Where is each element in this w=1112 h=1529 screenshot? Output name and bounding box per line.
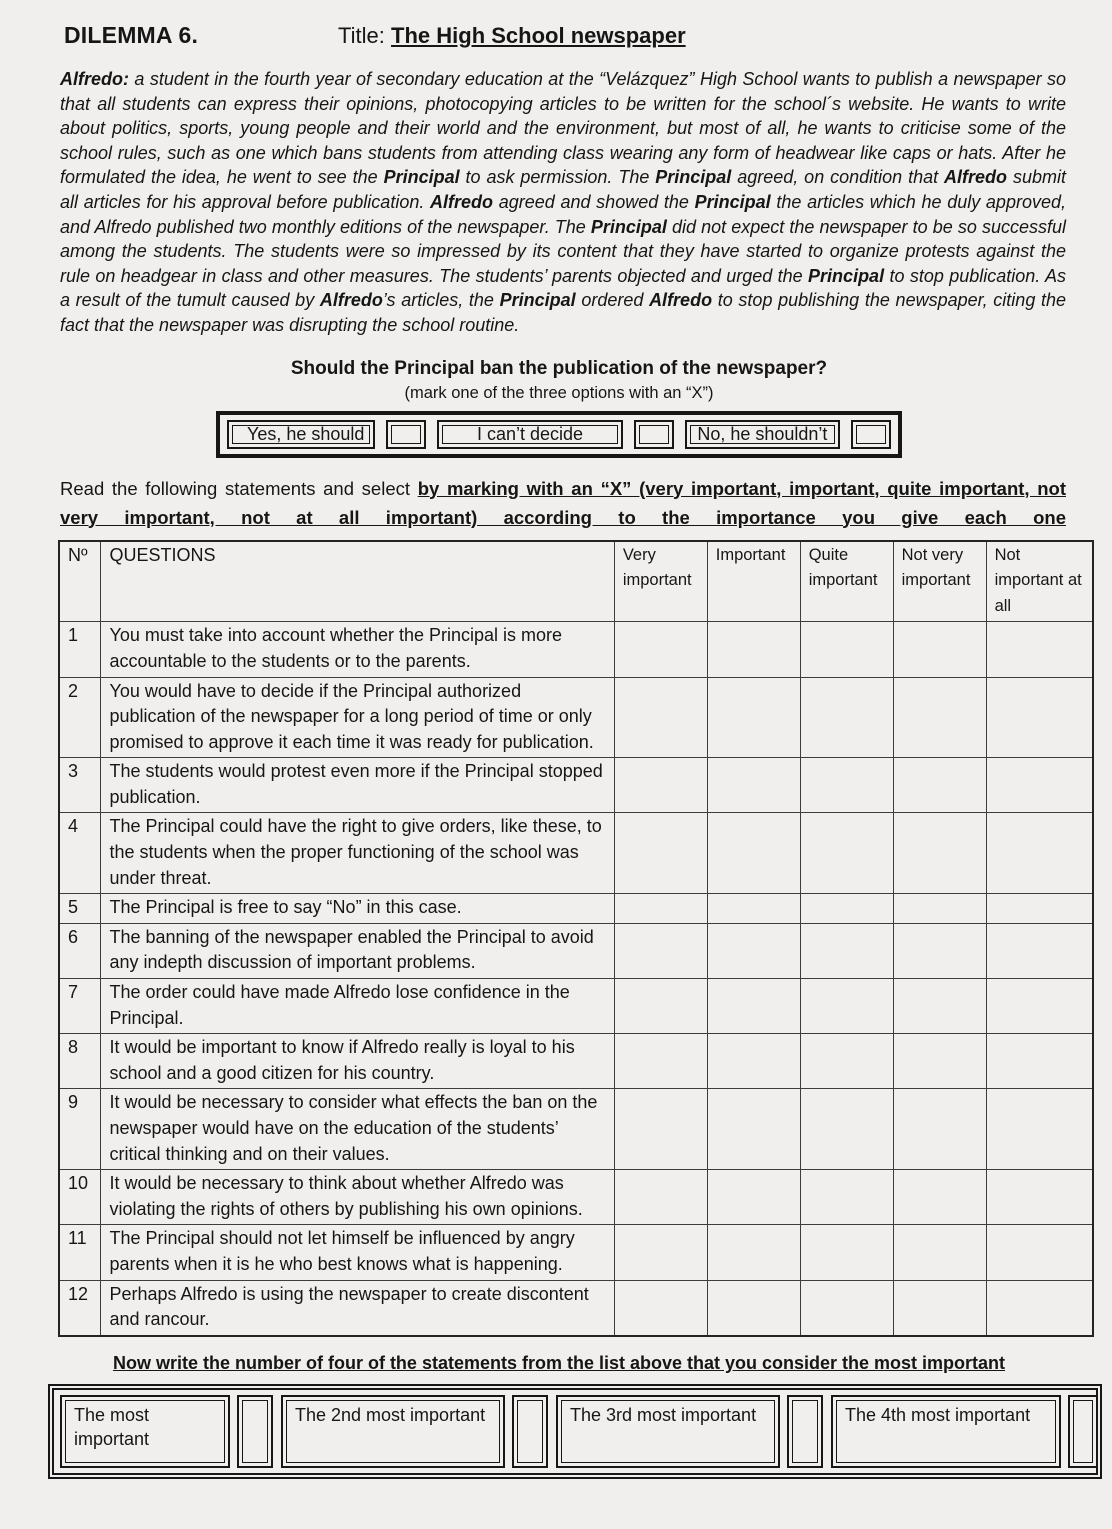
rating-cell-12-very-important[interactable]: [614, 1280, 707, 1336]
rating-cell-5-very-important[interactable]: [614, 894, 707, 924]
table-row-8: [59, 1034, 1093, 1089]
rating-cell-12-important[interactable]: [707, 1280, 800, 1336]
dilemma-label: DILEMMA 6.: [64, 22, 199, 48]
question-text: The Principal should not let himself be influenced by angry parents when it is he who best knows what is happening.: [101, 1225, 614, 1280]
rating-cell-9-very-important[interactable]: [614, 1089, 707, 1170]
question-text: Perhaps Alfredo is using the newspaper to create discontent and rancour.: [101, 1280, 614, 1336]
column-header-important: Important: [707, 541, 800, 622]
rating-cell-9-not-very-important[interactable]: [893, 1089, 986, 1170]
ranking-slot-1: [60, 1395, 273, 1468]
option-label-text: I can’t decide: [477, 423, 584, 444]
rating-cell-11-very-important[interactable]: [614, 1225, 707, 1280]
option-label-yes: [227, 420, 375, 449]
rating-cell-3-important[interactable]: [707, 758, 800, 813]
rating-cell-1-important[interactable]: [707, 622, 800, 677]
question-number: 7: [59, 979, 101, 1034]
rating-cell-2-quite-important[interactable]: [800, 677, 893, 758]
rating-cell-8-important[interactable]: [707, 1034, 800, 1089]
rating-cell-12-not-very-important[interactable]: [893, 1280, 986, 1336]
question-text: It would be necessary to think about whether Alfredo was violating the rights of others by publishing his own opinions.: [101, 1170, 614, 1225]
table-row-10: [59, 1170, 1093, 1225]
question-text: The Principal could have the right to give orders, like these, to the students when the proper functioning of the school was under threat.: [101, 813, 614, 894]
option-label-cant-decide: [437, 420, 624, 449]
rating-cell-7-not-very-important[interactable]: [893, 979, 986, 1034]
table-row-1: [59, 622, 1093, 677]
rating-cell-6-quite-important[interactable]: [800, 923, 893, 978]
rating-cell-5-important[interactable]: [707, 894, 800, 924]
ranking-slot-3: [556, 1395, 823, 1468]
rating-cell-5-not-very-important[interactable]: [893, 894, 986, 924]
question-text: The banning of the newspaper enabled the Principal to avoid any indepth discussion of important problems.: [101, 923, 614, 978]
rating-cell-3-quite-important[interactable]: [800, 758, 893, 813]
ranking-slot-2: [281, 1395, 548, 1468]
rating-cell-4-not-very-important[interactable]: [893, 813, 986, 894]
rating-cell-10-important[interactable]: [707, 1170, 800, 1225]
question-number: 5: [59, 894, 101, 924]
ranking-slot-4-input[interactable]: [1068, 1395, 1098, 1468]
rating-cell-11-not-very-important[interactable]: [893, 1225, 986, 1280]
question-text: You must take into account whether the Principal is more accountable to the students or to the parents.: [101, 622, 614, 677]
rating-cell-8-not-very-important[interactable]: [893, 1034, 986, 1089]
ranking-slot-2-label: The 2nd most important: [281, 1395, 505, 1468]
rating-cell-2-very-important[interactable]: [614, 677, 707, 758]
decision-question: Should the Principal ban the publication of the newspaper?: [290, 357, 828, 379]
rating-cell-9-quite-important[interactable]: [800, 1089, 893, 1170]
ranking-bar: [48, 1384, 1102, 1479]
ranking-slot-4: [831, 1395, 1098, 1468]
rating-cell-11-not-important-at-all[interactable]: [986, 1225, 1093, 1280]
rating-cell-1-not-very-important[interactable]: [893, 622, 986, 677]
table-row-9: [59, 1089, 1093, 1170]
column-header-very-important: Very important: [614, 541, 707, 622]
page-header: [64, 22, 1062, 49]
ranking-slot-3-input[interactable]: [787, 1395, 823, 1468]
ratings-table: [58, 540, 1094, 1337]
column-header-questions: QUESTIONS: [101, 541, 614, 622]
page-title: Title: The High School newspaper: [338, 23, 686, 48]
question-number: 12: [59, 1280, 101, 1336]
rating-cell-6-important[interactable]: [707, 923, 800, 978]
rating-cell-3-very-important[interactable]: [614, 758, 707, 813]
table-row-3: [59, 758, 1093, 813]
table-row-6: [59, 923, 1093, 978]
rating-cell-3-not-important-at-all[interactable]: [986, 758, 1093, 813]
question-text: It would be important to know if Alfredo really is loyal to his school and a good citizen for his country.: [101, 1034, 614, 1089]
rating-cell-8-quite-important[interactable]: [800, 1034, 893, 1089]
rating-cell-8-very-important[interactable]: [614, 1034, 707, 1089]
rating-cell-12-not-important-at-all[interactable]: [986, 1280, 1093, 1336]
rating-cell-1-not-important-at-all[interactable]: [986, 622, 1093, 677]
rating-cell-6-not-important-at-all[interactable]: [986, 923, 1093, 978]
ranking-slot-1-label: The most important: [60, 1395, 230, 1468]
question-number: 11: [59, 1225, 101, 1280]
question-number: 6: [59, 923, 101, 978]
ranking-slot-2-input[interactable]: [512, 1395, 548, 1468]
column-header-not-very-important: Not very important: [893, 541, 986, 622]
rating-cell-4-not-important-at-all[interactable]: [986, 813, 1093, 894]
rating-cell-10-not-very-important[interactable]: [893, 1170, 986, 1225]
option-label-no: [685, 420, 840, 449]
rating-instruction: Read the following statements and select by marking with an “X” (very important, important, quite important, not very important, not at all important) according to the importance you give each one: [60, 477, 1066, 528]
table-header-row: [59, 541, 1093, 622]
rating-cell-10-quite-important[interactable]: [800, 1170, 893, 1225]
rating-cell-8-not-important-at-all[interactable]: [986, 1034, 1093, 1089]
rating-cell-6-not-very-important[interactable]: [893, 923, 986, 978]
table-row-4: [59, 813, 1093, 894]
table-row-5: [59, 894, 1093, 924]
question-text: It would be necessary to consider what effects the ban on the newspaper would have on the education of the students’ critical thinking and on their values.: [101, 1089, 614, 1170]
question-number: 8: [59, 1034, 101, 1089]
ranking-slot-1-input[interactable]: [237, 1395, 273, 1468]
column-header-number: Nº: [59, 541, 101, 622]
rating-cell-2-not-very-important[interactable]: [893, 677, 986, 758]
scenario-paragraph: Alfredo: a student in the fourth year of secondary education at the “Velázquez” High School wants to publish a newspaper so that all students can express their opinions, photocopying articles to be written for the school´s website. He wants to write about politics, sports, young people and their world and the environment, but most of all, he wants to criticise some of the school rules, such as one which bans students from attending class wearing any form of headwear like caps or hats. After he formulated the idea, he went to see the Principal to ask permission. The Principal agreed, on condition that Alfredo submit all articles for his approval before publication. Alfredo agreed and showed the Principal the articles which he duly approved, and Alfredo published two monthly editions of the newspaper. The Principal did not expect the newspaper to be so successful among the students. The students were so impressed by its content that they have started to organize protests against the rule on headgear in class and other measures. The students’ parents objected and urged the Principal to stop publication. As a result of the tumult caused by Alfredo’s articles, the Principal ordered Alfredo to stop publishing the newspaper, citing the fact that the newspaper was disrupting the school routine.: [60, 69, 1067, 335]
rating-cell-4-very-important[interactable]: [614, 813, 707, 894]
column-header-not-important-at-all: Not important at all: [986, 541, 1093, 622]
rating-cell-1-quite-important[interactable]: [800, 622, 893, 677]
question-text: You would have to decide if the Principal authorized publication of the newspaper for a long period of time or only promised to approve it each time it was ready for publication.: [101, 677, 614, 758]
rating-cell-5-quite-important[interactable]: [800, 894, 893, 924]
rating-cell-12-quite-important[interactable]: [800, 1280, 893, 1336]
ranking-slot-3-label: The 3rd most important: [556, 1395, 780, 1468]
rating-cell-9-important[interactable]: [707, 1089, 800, 1170]
table-row-11: [59, 1225, 1093, 1280]
column-header-quite-important: Quite important: [800, 541, 893, 622]
option-label-text: Yes, he should: [247, 423, 365, 444]
ranking-slot-4-label: The 4th most important: [831, 1395, 1061, 1468]
ranking-instruction: Now write the number of four of the statements from the list above that you consider the most important: [112, 1352, 1006, 1373]
question-number: 9: [59, 1089, 101, 1170]
rating-cell-10-very-important[interactable]: [614, 1170, 707, 1225]
question-text: The order could have made Alfredo lose confidence in the Principal.: [101, 979, 614, 1034]
rating-cell-7-quite-important[interactable]: [800, 979, 893, 1034]
question-number: 10: [59, 1170, 101, 1225]
question-text: The Principal is free to say “No” in this case.: [101, 894, 614, 924]
rating-cell-6-very-important[interactable]: [614, 923, 707, 978]
rating-cell-3-not-very-important[interactable]: [893, 758, 986, 813]
rating-cell-1-very-important[interactable]: [614, 622, 707, 677]
rating-cell-11-important[interactable]: [707, 1225, 800, 1280]
question-text: The students would protest even more if the Principal stopped publication.: [101, 758, 614, 813]
table-row-7: [59, 979, 1093, 1034]
option-checkbox-no[interactable]: [851, 420, 891, 449]
decision-options-bar: [216, 411, 902, 458]
question-number: 4: [59, 813, 101, 894]
rating-cell-4-quite-important[interactable]: [800, 813, 893, 894]
question-number: 1: [59, 622, 101, 677]
rating-cell-10-not-important-at-all[interactable]: [986, 1170, 1093, 1225]
option-checkbox-yes[interactable]: [386, 420, 426, 449]
table-row-12: [59, 1280, 1093, 1336]
rating-cell-7-important[interactable]: [707, 979, 800, 1034]
rating-cell-2-important[interactable]: [707, 677, 800, 758]
rating-cell-2-not-important-at-all[interactable]: [986, 677, 1093, 758]
rating-cell-7-not-important-at-all[interactable]: [986, 979, 1093, 1034]
question-number: 3: [59, 758, 101, 813]
option-label-text: No, he shouldn’t: [697, 423, 828, 444]
rating-cell-5-not-important-at-all[interactable]: [986, 894, 1093, 924]
question-number: 2: [59, 677, 101, 758]
rating-cell-9-not-important-at-all[interactable]: [986, 1089, 1093, 1170]
table-row-2: [59, 677, 1093, 758]
rating-cell-11-quite-important[interactable]: [800, 1225, 893, 1280]
rating-cell-4-important[interactable]: [707, 813, 800, 894]
rating-cell-7-very-important[interactable]: [614, 979, 707, 1034]
option-checkbox-cant-decide[interactable]: [634, 420, 674, 449]
decision-hint: (mark one of the three options with an “X”): [404, 383, 714, 402]
